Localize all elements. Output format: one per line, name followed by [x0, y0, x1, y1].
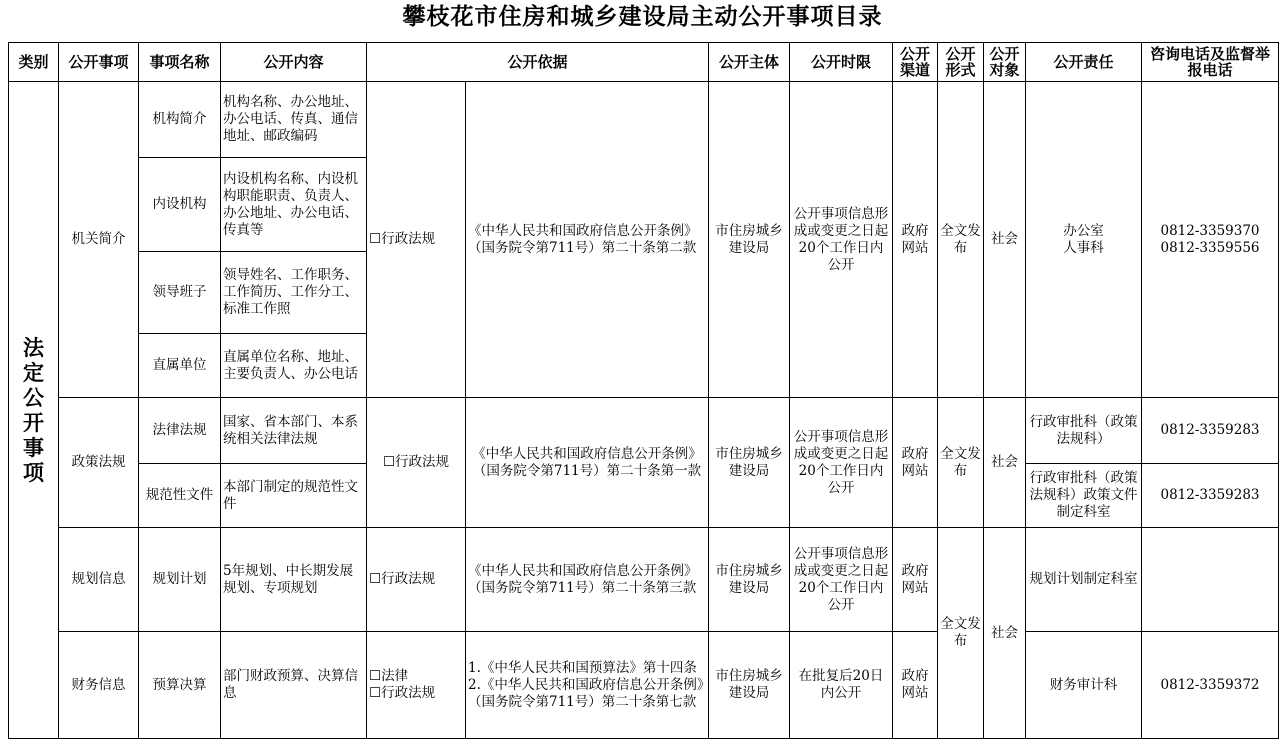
content-cell: 国家、省本部门、本系统相关法律法规	[221, 398, 367, 464]
phone-cell: 0812-3359283	[1142, 398, 1279, 464]
subject-cell: 市住房城乡建设局	[709, 82, 790, 398]
content-cell: 5年规划、中长期发展规划、专项规划	[221, 528, 367, 632]
content-cell: 直属单位名称、地址、主要负责人、办公电话	[221, 334, 367, 398]
responsibility-cell: 财务审计科	[1026, 632, 1142, 739]
target-cell: 社会	[984, 398, 1026, 528]
form-cell: 全文发布	[938, 398, 984, 528]
form-cell: 全文发布	[938, 82, 984, 398]
channel-cell: 政府网站	[893, 528, 938, 632]
responsibility-cell: 行政审批科（政策法规科）	[1026, 398, 1142, 464]
header-cell: 公开对象	[984, 43, 1026, 82]
basis-cell: 1.《中华人民共和国预算法》第十四条 2.《中华人民共和国政府信息公开条例》（国务院令第711号）第二十条第七款	[466, 632, 709, 739]
header-cell: 公开渠道	[893, 43, 938, 82]
name-cell: 机构简介	[139, 82, 221, 158]
responsibility-cell: 行政审批科（政策法规科）政策文件制定科室	[1026, 464, 1142, 528]
name-cell: 规划计划	[139, 528, 221, 632]
item-cell: 财务信息	[59, 632, 139, 739]
header-row	[9, 43, 1279, 82]
phone-cell: 0812-3359370 0812-3359556	[1142, 82, 1279, 398]
subject-cell: 市住房城乡建设局	[709, 528, 790, 632]
header-cell: 公开形式	[938, 43, 984, 82]
header-cell: 公开时限	[790, 43, 893, 82]
channel-cell: 政府网站	[893, 632, 938, 739]
content-cell: 机构名称、办公地址、办公电话、传真、通信地址、邮政编码	[221, 82, 367, 158]
header-cell: 公开内容	[221, 43, 367, 82]
basis-type-cell: ☐行政法规	[367, 528, 466, 632]
time-limit-cell: 公开事项信息形成或变更之日起20个工作日内公开	[790, 528, 893, 632]
name-cell: 规范性文件	[139, 464, 221, 528]
table-row	[9, 398, 1279, 464]
form-cell: 全文发布	[938, 528, 984, 739]
basis-type-cell: ☐法律 ☐行政法规	[367, 632, 466, 739]
channel-cell: 政府网站	[893, 82, 938, 398]
name-cell: 预算决算	[139, 632, 221, 739]
content-cell: 领导姓名、工作职务、工作简历、工作分工、标准工作照	[221, 252, 367, 334]
basis-cell: 《中华人民共和国政府信息公开条例》（国务院令第711号）第二十条第一款	[466, 398, 709, 528]
header-cell: 公开依据	[367, 43, 709, 82]
header-cell: 公开主体	[709, 43, 790, 82]
name-cell: 领导班子	[139, 252, 221, 334]
header-cell: 咨询电话及监督举报电话	[1142, 43, 1279, 82]
target-cell: 社会	[984, 528, 1026, 739]
phone-cell: 0812-3359372	[1142, 632, 1279, 739]
table-row	[9, 632, 1279, 739]
subject-cell: 市住房城乡建设局	[709, 632, 790, 739]
header-cell: 公开责任	[1026, 43, 1142, 82]
responsibility-cell: 规划计划制定科室	[1026, 528, 1142, 632]
category-cell: 法 定 公 开 事 项	[9, 82, 59, 739]
item-cell: 机关简介	[59, 82, 139, 398]
disclosure-table	[8, 42, 1279, 739]
time-limit-cell: 公开事项信息形成或变更之日起20个工作日内公开	[790, 82, 893, 398]
responsibility-cell: 办公室 人事科	[1026, 82, 1142, 398]
header-cell: 事项名称	[139, 43, 221, 82]
content-cell: 内设机构名称、内设机构职能职责、负责人、办公地址、办公电话、传真等	[221, 158, 367, 252]
time-limit-cell: 公开事项信息形成或变更之日起20个工作日内公开	[790, 398, 893, 528]
basis-cell: 《中华人民共和国政府信息公开条例》（国务院令第711号）第二十条第三款	[466, 528, 709, 632]
name-cell: 法律法规	[139, 398, 221, 464]
basis-type-cell: ☐行政法规	[367, 82, 466, 398]
channel-cell: 政府网站	[893, 398, 938, 528]
header-cell: 类别	[9, 43, 59, 82]
basis-type-cell: ☐行政法规	[367, 398, 466, 528]
name-cell: 内设机构	[139, 158, 221, 252]
table-row	[9, 82, 1279, 158]
target-cell: 社会	[984, 82, 1026, 398]
content-cell: 部门财政预算、决算信息	[221, 632, 367, 739]
subject-cell: 市住房城乡建设局	[709, 398, 790, 528]
name-cell: 直属单位	[139, 334, 221, 398]
content-cell: 本部门制定的规范性文件	[221, 464, 367, 528]
phone-cell	[1142, 528, 1279, 632]
header-cell: 公开事项	[59, 43, 139, 82]
item-cell: 规划信息	[59, 528, 139, 632]
basis-cell: 《中华人民共和国政府信息公开条例》（国务院令第711号）第二十条第二款	[466, 82, 709, 398]
phone-cell: 0812-3359283	[1142, 464, 1279, 528]
time-limit-cell: 在批复后20日内公开	[790, 632, 893, 739]
item-cell: 政策法规	[59, 398, 139, 528]
page-title: 攀枝花市住房和城乡建设局主动公开事项目录	[402, 3, 883, 30]
table-row	[9, 528, 1279, 632]
